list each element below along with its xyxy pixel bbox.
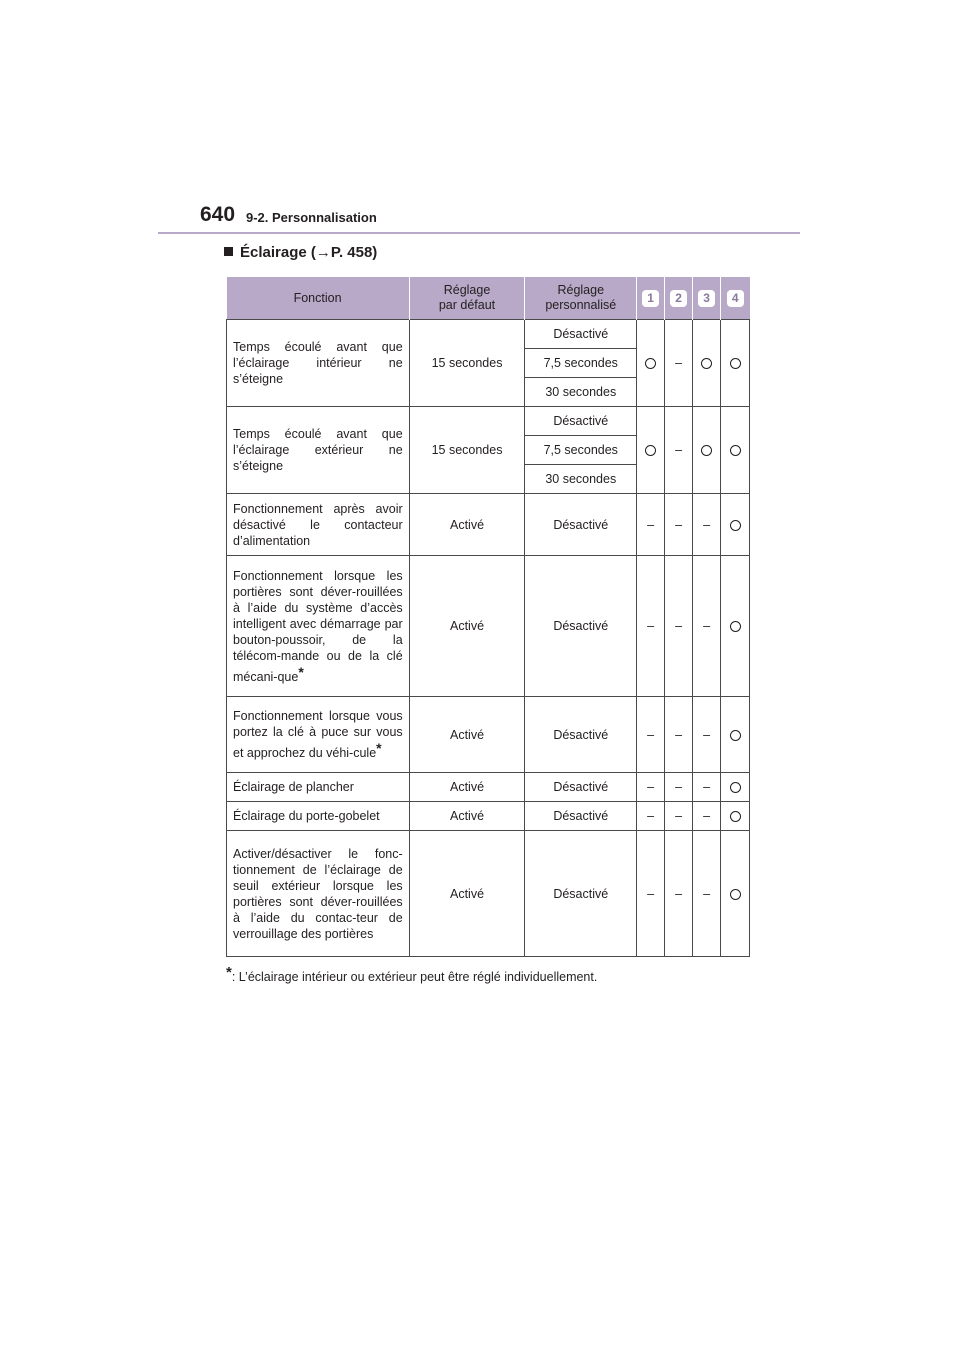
- available-mark: [730, 621, 741, 632]
- function-cell: Fonctionnement après avoir désactivé le contacteur d’alimentation: [227, 494, 410, 556]
- section-title: 9-2. Personnalisation: [246, 210, 377, 225]
- mark-cell-1: [637, 494, 665, 556]
- available-mark: [730, 811, 741, 822]
- custom-cell: Désactivé: [525, 802, 637, 831]
- available-mark: [730, 358, 741, 369]
- square-bullet-icon: [224, 247, 233, 256]
- function-cell: Activer/désactiver le fonc-tionnement de l’éclairage de seuil extérieur lorsque les portières sont déver-rouillées à l’aide du contac-teur de verrouillage des portières: [227, 831, 410, 957]
- table-row: [227, 320, 750, 349]
- available-mark: [701, 445, 712, 456]
- mark-cell-2: [665, 773, 693, 802]
- mark-cell-3: [693, 802, 721, 831]
- mark-cell-4: [721, 320, 750, 407]
- available-mark: [730, 889, 741, 900]
- default-cell: Activé: [409, 802, 525, 831]
- mark-cell-4: [721, 697, 750, 773]
- section-heading: [224, 244, 377, 261]
- mark-cell-3: [693, 320, 721, 407]
- unavailable-mark: –: [647, 809, 655, 823]
- unavailable-mark: –: [647, 517, 655, 532]
- custom-cell: Désactivé: [525, 494, 637, 556]
- default-cell: Activé: [409, 697, 525, 773]
- mark-cell-4: [721, 494, 750, 556]
- table-row: [227, 407, 750, 436]
- mark-cell-3: [693, 697, 721, 773]
- number-badge-1: 1: [642, 290, 659, 307]
- custom-cell: 7,5 secondes: [525, 436, 637, 465]
- default-cell: Activé: [409, 773, 525, 802]
- header-custom-line1: Réglage: [557, 283, 605, 297]
- default-cell: 15 secondes: [409, 407, 525, 494]
- header-custom-line2: personnalisé: [545, 298, 617, 312]
- default-cell: 15 secondes: [409, 320, 525, 407]
- header-rule: [158, 232, 800, 234]
- footnote-text: : L’éclairage intérieur ou extérieur peut être réglé individuellement.: [231, 970, 598, 984]
- table-header-row: [227, 277, 750, 320]
- unavailable-mark: –: [675, 809, 683, 823]
- function-cell: [227, 697, 410, 773]
- unavailable-mark: –: [675, 443, 683, 457]
- mark-cell-1: [637, 697, 665, 773]
- header-default-line2: par défaut: [438, 298, 496, 312]
- available-mark: [730, 730, 741, 741]
- mark-cell-1: [637, 831, 665, 957]
- number-badge-2: 2: [670, 290, 687, 307]
- function-cell: Temps écoulé avant que l’éclairage extérieur ne s’éteigne: [227, 407, 410, 494]
- header-col-1: [637, 277, 665, 320]
- unavailable-mark: –: [703, 886, 711, 901]
- mark-cell-2: [665, 407, 693, 494]
- header-col-3: [693, 277, 721, 320]
- available-mark: [730, 782, 741, 793]
- unavailable-mark: –: [703, 727, 711, 742]
- mark-cell-3: [693, 494, 721, 556]
- unavailable-mark: –: [647, 619, 655, 633]
- custom-cell: Désactivé: [525, 320, 637, 349]
- mark-cell-2: [665, 556, 693, 697]
- available-mark: [645, 445, 656, 456]
- number-badge-4: 4: [727, 290, 744, 307]
- mark-cell-3: [693, 556, 721, 697]
- header-default: [409, 277, 525, 320]
- mark-cell-4: [721, 407, 750, 494]
- table-row: [227, 494, 750, 556]
- asterisk-mark: *: [298, 663, 304, 680]
- mark-cell-4: [721, 773, 750, 802]
- default-cell: Activé: [409, 556, 525, 697]
- custom-cell: Désactivé: [525, 556, 637, 697]
- header-function: Fonction: [227, 277, 410, 320]
- mark-cell-2: [665, 494, 693, 556]
- mark-cell-4: [721, 802, 750, 831]
- unavailable-mark: –: [675, 517, 683, 532]
- unavailable-mark: –: [703, 809, 711, 823]
- table-row: [227, 831, 750, 957]
- table-row: [227, 802, 750, 831]
- page-number: 640: [200, 203, 236, 226]
- heading-text: Éclairage (→P. 458): [240, 244, 378, 261]
- available-mark: [701, 358, 712, 369]
- custom-cell: 30 secondes: [525, 378, 637, 407]
- footnote-asterisk: *: [226, 964, 232, 981]
- default-cell: Activé: [409, 494, 525, 556]
- mark-cell-2: [665, 320, 693, 407]
- unavailable-mark: –: [675, 886, 683, 901]
- function-cell: Temps écoulé avant que l’éclairage intérieur ne s’éteigne: [227, 320, 410, 407]
- available-mark: [730, 520, 741, 531]
- function-cell: Éclairage de plancher: [227, 773, 410, 802]
- header-col-4: [721, 277, 750, 320]
- mark-cell-2: [665, 802, 693, 831]
- mark-cell-2: [665, 831, 693, 957]
- mark-cell-1: [637, 773, 665, 802]
- table-row: [227, 773, 750, 802]
- unavailable-mark: –: [675, 356, 683, 370]
- unavailable-mark: –: [675, 780, 683, 794]
- custom-cell: Désactivé: [525, 831, 637, 957]
- footnote: [226, 964, 597, 984]
- mark-cell-4: [721, 556, 750, 697]
- settings-table: [226, 277, 750, 957]
- number-badge-3: 3: [698, 290, 715, 307]
- custom-cell: Désactivé: [525, 697, 637, 773]
- function-text: Fonctionnement lorsque vous portez la clé à puce sur vous et approchez du véhi-cule: [233, 709, 403, 760]
- available-mark: [730, 445, 741, 456]
- unavailable-mark: –: [675, 727, 683, 742]
- unavailable-mark: –: [647, 780, 655, 794]
- mark-cell-3: [693, 831, 721, 957]
- unavailable-mark: –: [703, 517, 711, 532]
- header-col-2: [665, 277, 693, 320]
- unavailable-mark: –: [703, 619, 711, 633]
- header-custom: [525, 277, 637, 320]
- custom-cell: Désactivé: [525, 773, 637, 802]
- unavailable-mark: –: [647, 727, 655, 742]
- custom-cell: 30 secondes: [525, 465, 637, 494]
- mark-cell-1: [637, 556, 665, 697]
- default-cell: Activé: [409, 831, 525, 957]
- asterisk-mark: *: [376, 740, 382, 756]
- mark-cell-3: [693, 407, 721, 494]
- function-cell: [227, 556, 410, 697]
- mark-cell-3: [693, 773, 721, 802]
- custom-cell: 7,5 secondes: [525, 349, 637, 378]
- function-cell: Éclairage du porte-gobelet: [227, 802, 410, 831]
- mark-cell-2: [665, 697, 693, 773]
- unavailable-mark: –: [647, 886, 655, 901]
- custom-cell: Désactivé: [525, 407, 637, 436]
- table-row: [227, 697, 750, 773]
- table-row: [227, 556, 750, 697]
- mark-cell-4: [721, 831, 750, 957]
- header-default-line1: Réglage: [443, 283, 491, 297]
- unavailable-mark: –: [703, 780, 711, 794]
- mark-cell-1: [637, 802, 665, 831]
- function-text: Fonctionnement lorsque les portières sont déver-rouillées à l’aide du système d’accès intelligent avec démarrage par bouton-poussoir, de la télécom-mande ou de la clé mécani-que: [233, 568, 403, 684]
- mark-cell-1: [637, 407, 665, 494]
- available-mark: [645, 358, 656, 369]
- mark-cell-1: [637, 320, 665, 407]
- unavailable-mark: –: [675, 619, 683, 633]
